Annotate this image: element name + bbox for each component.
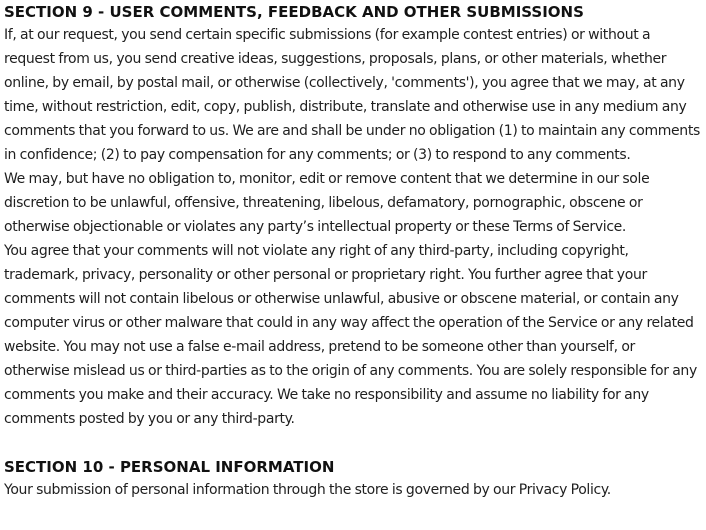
section-9-heading: SECTION 9 - USER COMMENTS, FEEDBACK AND OTHER SUBMISSIONS — [4, 3, 584, 21]
section-spacer — [4, 431, 702, 455]
section-10 — [4, 455, 702, 502]
section-9 — [4, 0, 702, 431]
section-10-heading: SECTION 10 - PERSONAL INFORMATION — [4, 458, 335, 476]
section-9-paragraph-2: We may, but have no obligation to, monitor, edit or remove content that we determine in our sole discretion to be unlawful, offensive, threatening, libelous, defamatory, pornographic, obscene or otherwise objectionable or violates any party’s intellectual property or these Terms of Service. — [4, 171, 650, 235]
section-9-paragraph-3: You agree that your comments will not violate any right of any third-party, including copyright, trademark, privacy, personality or other personal or proprietary right. You further agree that your comments will not contain libelous or otherwise unlawful, abusive or obscene material, or contain any computer virus or other malware that could in any way affect the operation of the Service or any related website. You may not use a false e-mail address, pretend to be someone other than yourself, or otherwise mislead us or third-parties as to the origin of any comments. You are solely responsible for any comments you make and their accuracy. We take no responsibility and assume no liability for any comments posted by you or any third-party. — [4, 243, 697, 427]
section-9-paragraph-1: If, at our request, you send certain specific submissions (for example contest entries) or without a request from us, you send creative ideas, suggestions, proposals, plans, or other materials, whether online, by email, by postal mail, or otherwise (collectively, 'comments'), you agree that we may, at any time, without restriction, edit, copy, publish, distribute, translate and otherwise use in any medium any comments that you forward to us. We are and shall be under no obligation (1) to maintain any comments in confidence; (2) to pay compensation for any comments; or (3) to respond to any comments. — [4, 27, 700, 163]
section-10-paragraph-1: Your submission of personal information through the store is governed by our Privacy Policy. — [4, 482, 611, 498]
